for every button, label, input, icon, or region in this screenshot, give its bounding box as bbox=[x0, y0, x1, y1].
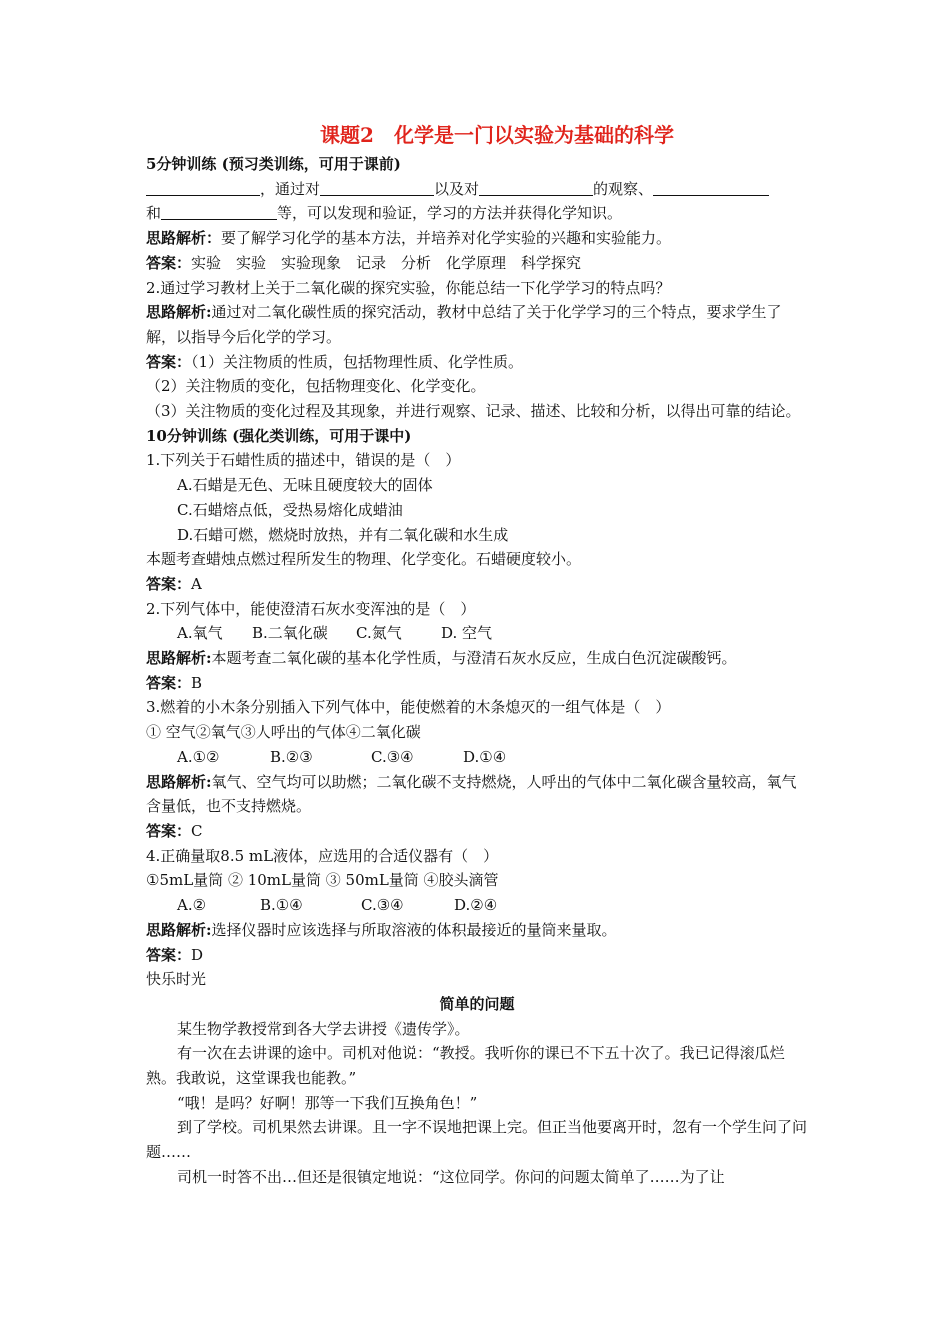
q2-answer-2: （2）关注物质的变化，包括物理变化、化学变化。 bbox=[146, 377, 486, 396]
m2-option: A.氧气 bbox=[177, 624, 223, 643]
m1-note: 本题考查蜡烛点燃过程所发生的物理、化学变化。石蜡硬度较小。 bbox=[146, 550, 582, 569]
m2-analysis bbox=[146, 646, 808, 671]
story-paragraph: 司机一时答不出…但还是很镇定地说：“这位同学。你问的问题太简单了……为了让 bbox=[177, 1167, 725, 1186]
analysis-label: 思路解析: bbox=[146, 920, 212, 939]
q1-text: ，通过对 bbox=[260, 179, 321, 198]
q1-text: 的观察、 bbox=[593, 179, 654, 198]
blank-3 bbox=[479, 179, 593, 196]
m3-question: 3.燃着的小木条分别插入下列气体中，能使燃着的木条熄灭的一组气体是（ ） bbox=[146, 698, 671, 717]
answer-label: 答案： bbox=[146, 821, 192, 840]
m3-option: D.①④ bbox=[463, 747, 507, 766]
section-heading-5min: 5分钟训练 (预习类训练，可用于课前) bbox=[146, 155, 401, 173]
m1-answer bbox=[146, 572, 808, 597]
m4-answer bbox=[146, 943, 808, 968]
story-paragraph: 某生物学教授常到各大学去讲授《遗传学》。 bbox=[177, 1019, 470, 1038]
answer-label: 答案： bbox=[146, 673, 192, 692]
m4-option: A.② bbox=[177, 896, 207, 915]
answer-label: 答案： bbox=[146, 253, 192, 272]
m3-items: ① 空气②氧气③人呼出的气体④二氧化碳 bbox=[146, 723, 421, 742]
m1-question: 1.下列关于石蜡性质的描述中，错误的是（ ） bbox=[146, 451, 461, 470]
q1-answer bbox=[146, 251, 808, 276]
analysis-label: 思路解析: bbox=[146, 649, 212, 668]
m4-analysis bbox=[146, 918, 808, 943]
m4-question: 4.正确量取8.5 mL液体，应选用的合适仪器有（ ） bbox=[146, 846, 499, 865]
answer-text: D bbox=[191, 945, 204, 964]
m1-option-d: D.石蜡可燃，燃烧时放热，并有二氧化碳和水生成 bbox=[177, 525, 509, 544]
answer-text: 实验 实验 实验现象 记录 分析 化学原理 科学探究 bbox=[191, 253, 582, 272]
q1-analysis bbox=[146, 226, 808, 251]
m4-option: B.①④ bbox=[260, 896, 303, 915]
answer-label: 答案： bbox=[146, 574, 192, 593]
blank-2 bbox=[320, 179, 434, 196]
answer-label: 答案： bbox=[146, 352, 192, 371]
m2-option: C.氮气 bbox=[356, 624, 402, 643]
story-title: 简单的问题 bbox=[439, 994, 515, 1013]
m4-options bbox=[146, 893, 808, 918]
analysis-text: 选择仪器时应该选择与所取溶液的体积最接近的量筒来量取。 bbox=[211, 920, 617, 939]
m4-items: ①5mL量筒 ② 10mL量筒 ③ 50mL量筒 ④胶头滴管 bbox=[146, 871, 499, 890]
q1-line-2 bbox=[146, 201, 808, 226]
m3-options bbox=[146, 745, 808, 770]
q1-text: 以及对 bbox=[434, 179, 480, 198]
m4-option: C.③④ bbox=[361, 896, 404, 915]
section-heading-10min: 10分钟训练 (强化类训练，可用于课中) bbox=[146, 426, 412, 445]
m3-option: A.①② bbox=[177, 747, 220, 766]
story-paragraph: “哦！是吗？好啊！那等一下我们互换角色！” bbox=[177, 1093, 478, 1112]
m3-analysis bbox=[146, 770, 808, 819]
q1-text: 和 bbox=[146, 204, 162, 223]
analysis-text: 氧气、空气均可以助燃；二氧化碳不支持燃烧，人呼出的气体中二氧化碳含量较高，氧气含量低，也不支持燃烧。 bbox=[146, 772, 797, 816]
blank-1 bbox=[146, 179, 260, 196]
story-paragraph: 到了学校。司机果然去讲课。且一字不误地把课上完。但正当他要离开时，忽有一个学生问了问题…… bbox=[146, 1118, 808, 1162]
q1-text: 等，可以发现和验证，学习的方法并获得化学知识。 bbox=[277, 204, 623, 223]
blank-4 bbox=[653, 179, 769, 196]
analysis-text: 通过对二氧化碳性质的探究活动，教材中总结了关于化学学习的三个特点，要求学生了解，以指导今后化学的学习。 bbox=[146, 303, 782, 346]
analysis-label: 思路解析： bbox=[146, 229, 222, 248]
happy-time-label: 快乐时光 bbox=[146, 970, 207, 989]
q1-line-1 bbox=[146, 177, 808, 202]
m2-option: B.二氧化碳 bbox=[252, 624, 328, 643]
m1-option-c: C.石蜡熔点低，受热易熔化成蜡油 bbox=[177, 500, 403, 519]
page-title: 课题2 化学是一门以实验为基础的科学 bbox=[320, 123, 674, 147]
m2-answer bbox=[146, 671, 808, 696]
q2-answer-3: （3）关注物质的变化过程及其现象，并进行观察、记录、描述、比较和分析，以得出可靠的结论。 bbox=[146, 402, 801, 421]
answer-text: （1）关注物质的性质，包括物理性质、化学性质。 bbox=[191, 352, 524, 371]
q2-question: 2.通过学习教材上关于二氧化碳的探究实验，你能总结一下化学学习的特点吗？ bbox=[146, 278, 671, 297]
q2-analysis bbox=[146, 300, 808, 349]
analysis-text: 本题考查二氧化碳的基本化学性质，与澄清石灰水反应，生成白色沉淀碳酸钙。 bbox=[211, 649, 737, 668]
m3-answer bbox=[146, 819, 808, 844]
document-page bbox=[146, 118, 808, 1190]
story-paragraph: 有一次在去讲课的途中。司机对他说：“教授。我听你的课已不下五十次了。我已记得滚瓜烂熟。我敢说，这堂课我也能教。” bbox=[146, 1044, 785, 1088]
m2-option: D. 空气 bbox=[441, 624, 493, 643]
answer-text: B bbox=[191, 673, 203, 692]
m3-option: C.③④ bbox=[371, 747, 414, 766]
analysis-text: 要了解学习化学的基本方法，并培养对化学实验的兴趣和实验能力。 bbox=[221, 229, 672, 248]
m2-question: 2.下列气体中，能使澄清石灰水变浑浊的是（ ） bbox=[146, 599, 476, 618]
q2-answer bbox=[146, 350, 808, 375]
answer-label: 答案： bbox=[146, 945, 192, 964]
m1-option-a: A.石蜡是无色、无味且硬度较大的固体 bbox=[177, 476, 433, 495]
m3-option: B.②③ bbox=[270, 747, 313, 766]
answer-text: C bbox=[191, 821, 203, 840]
analysis-label: 思路解析: bbox=[146, 303, 212, 322]
m4-option: D.②④ bbox=[454, 896, 498, 915]
analysis-label: 思路解析: bbox=[146, 772, 212, 791]
m2-options bbox=[146, 621, 808, 646]
blank-5 bbox=[161, 203, 277, 220]
answer-text: A bbox=[191, 574, 202, 593]
